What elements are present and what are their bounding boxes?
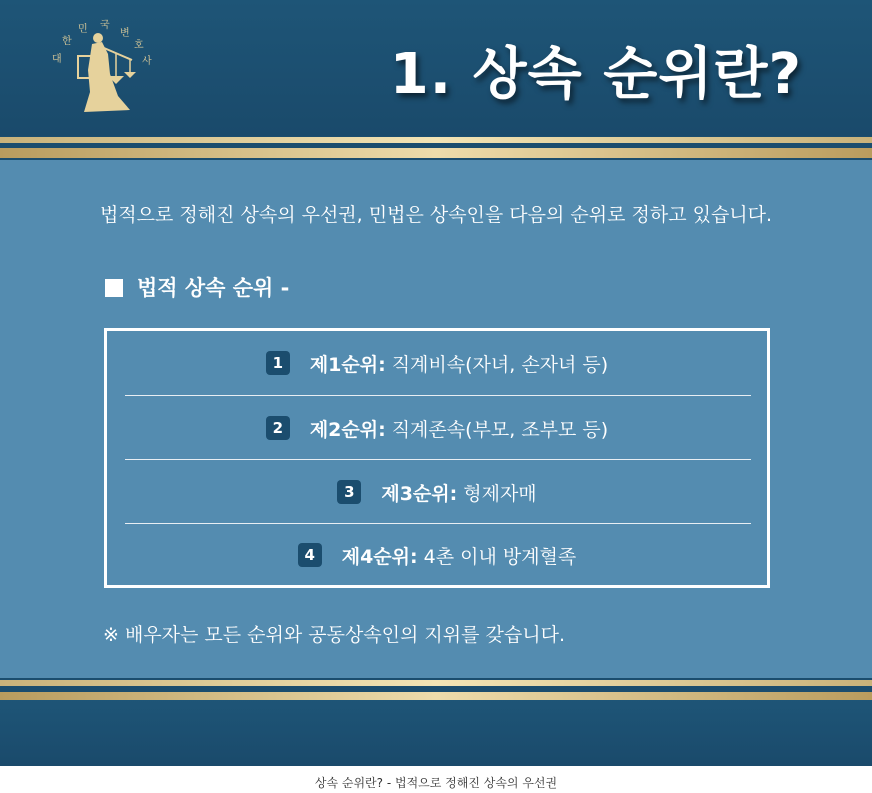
rank-label: 제1순위: <box>309 353 386 376</box>
gold-divider <box>0 680 872 686</box>
section-title-text: 법적 상속 순위 - <box>137 276 290 300</box>
square-bullet-icon <box>105 279 123 297</box>
header-band <box>0 0 872 136</box>
svg-text:변: 변 <box>120 28 130 39</box>
spouse-note: ※ 배우자는 모든 순위와 공동상속인의 지위를 갖습니다. <box>103 624 565 646</box>
image-caption: 상속 순위란? - 법적으로 정해진 상속의 우선권 <box>314 776 558 790</box>
svg-text:호: 호 <box>134 40 144 51</box>
rank-box <box>104 328 770 588</box>
rank-label: 제3순위: <box>381 482 458 505</box>
rank-number-badge: 2 <box>266 416 290 440</box>
rank-description: 직계존속(부모, 조부모 등) <box>391 418 609 441</box>
rank-label: 제2순위: <box>309 418 386 441</box>
page-title: 1. 상속 순위란? <box>389 42 802 107</box>
rank-number-badge: 1 <box>266 351 290 375</box>
intro-text: 법적으로 정해진 상속의 우선권, 민법은 상속인을 다음의 순위로 정하고 있습니다. <box>99 204 773 226</box>
rank-description: 4촌 이내 방계혈족 <box>423 545 577 568</box>
rank-description: 직계비속(자녀, 손자녀 등) <box>391 353 609 376</box>
gold-divider <box>0 148 872 158</box>
rank-row <box>107 460 767 524</box>
rank-row <box>107 331 767 395</box>
svg-text:민: 민 <box>78 24 88 35</box>
footer-band <box>0 700 872 766</box>
rank-number-badge: 4 <box>298 543 322 567</box>
svg-text:사: 사 <box>142 56 152 67</box>
section-title <box>105 272 289 302</box>
rank-label: 제4순위: <box>341 545 418 568</box>
svg-text:국: 국 <box>100 20 110 31</box>
svg-text:한: 한 <box>62 36 72 47</box>
rank-description: 형제자매 <box>463 482 537 505</box>
justice-statue-logo-icon <box>44 14 164 118</box>
rank-row <box>107 523 767 587</box>
gold-divider <box>0 137 872 143</box>
gold-divider <box>0 692 872 700</box>
rank-number-badge: 3 <box>337 480 361 504</box>
rank-row <box>107 396 767 460</box>
svg-text:대: 대 <box>52 54 62 65</box>
